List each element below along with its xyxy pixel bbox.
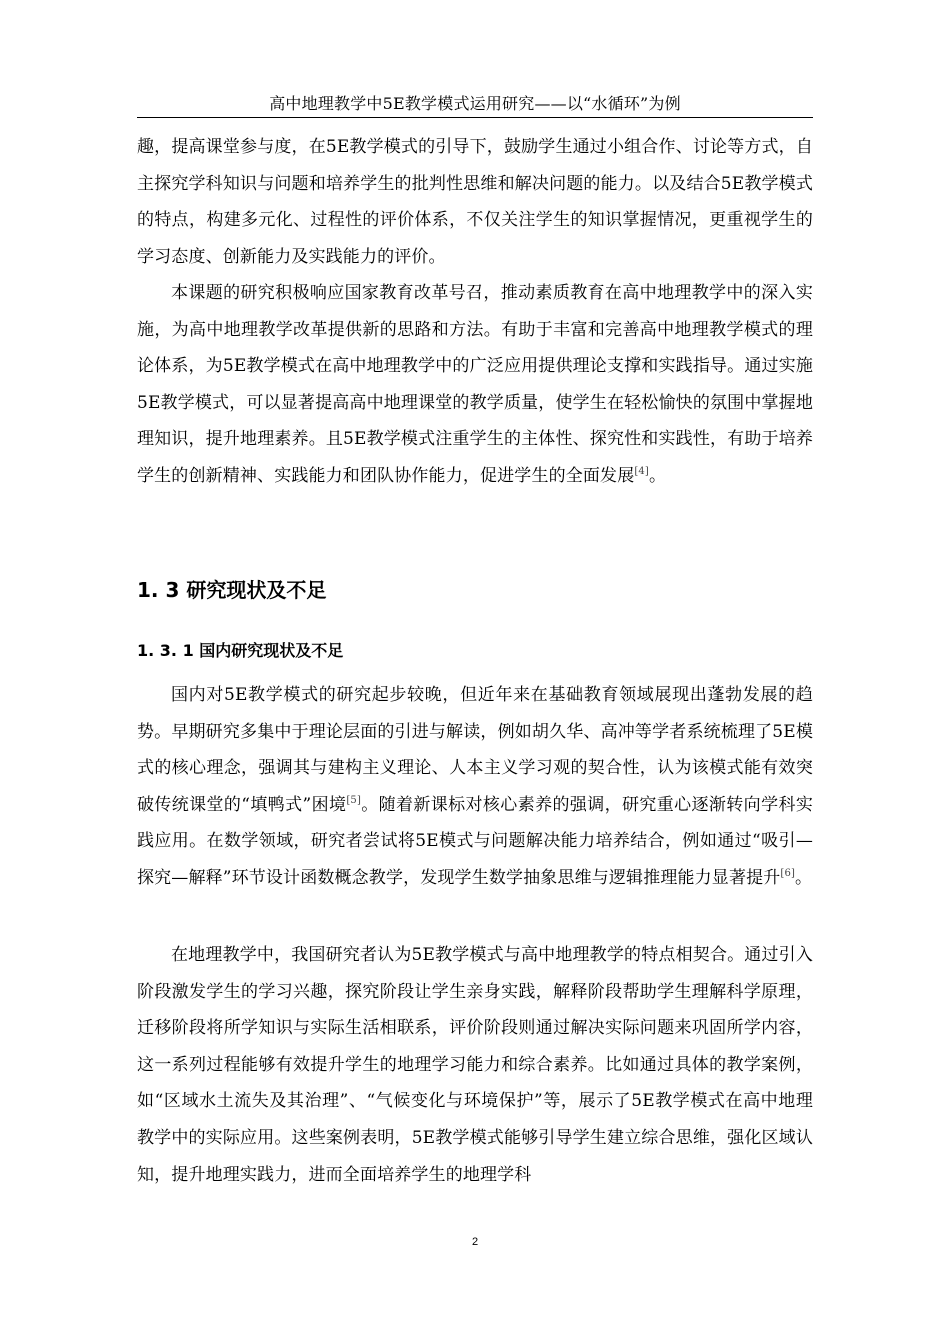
paragraph-domestic-research [137, 677, 813, 897]
section-heading: 1. 3 研究现状及不足 [137, 578, 327, 602]
paragraph-text: 本课题的研究积极响应国家教育改革号召，推动素质教育在高中地理教学中的深入实施，为高中地理教学改革提供新的思路和方法。有助于丰富和完善高中地理教学模式的理论体系，为5E教学模式在高中地理教学中的广泛应用提供理论支撑和实践指导。通过实施5E教学模式，可以显著提高高中地理课堂的教学质量，使学生在轻松愉快的氛围中掌握地理知识，提升地理素养。且5E教学模式注重学生的主体性、探究性和实践性，有助于培养学生的创新精神、实践能力和团队协作能力，促进学生的全面发展 [137, 283, 813, 486]
header-rule [137, 117, 813, 118]
paragraph-text: 国内对5E教学模式的研究起步较晚，但近年来在基础教育领域展现出蓬勃发展的趋势。早期研究多集中于理论层面的引进与解读，例如胡久华、高冲等学者系统梳理了5E模式的核心理念，强调其与建构主义理论、人本主义学习观的契合性，认为该模式能有效突破传统课堂的“填鸭式”困境 [137, 685, 813, 815]
paragraph-text: 。随着新课标对核心素养的强调，研究重心逐渐转向学科实践应用。在数学领域，研究者尝试将5E模式与问题解决能力培养结合，例如通过“吸引—探究—解释”环节设计函数概念教学，发现学生数学抽象思维与逻辑推理能力显著提升 [137, 794, 813, 888]
citation-6: [6] [780, 867, 796, 879]
paragraph-significance [137, 275, 813, 495]
page-number: 2 [471, 1236, 479, 1248]
subsection-heading: 1. 3. 1 国内研究现状及不足 [137, 641, 344, 660]
paragraph-geography-teaching: 在地理教学中，我国研究者认为5E教学模式与高中地理教学的特点相契合。通过引入阶段激发学生的学习兴趣，探究阶段让学生亲身实践，解释阶段帮助学生理解科学原理，迁移阶段将所学知识与实际生活相联系，评价阶段则通过解决实际问题来巩固所学内容，这一系列过程能够有效提升学生的地理学习能力和综合素养。比如通过具体的教学案例，如“区域水土流失及其治理”、“气候变化与环境保护”等，展示了5E教学模式在高中地理教学中的实际应用。这些案例表明，5E教学模式能够引导学生建立综合思维，强化区域认知，提升地理实践力，进而全面培养学生的地理学科 [137, 945, 813, 1185]
citation-5: [5] [346, 794, 361, 806]
citation-4: [4] [634, 465, 649, 477]
paragraph-continuation: 趣，提高课堂参与度，在5E教学模式的引导下，鼓励学生通过小组合作、讨论等方式，自主探究学科知识与问题和培养学生的批判性思维和解决问题的能力。以及结合5E教学模式的特点，构建多元化、过程性的评价体系，不仅关注学生的知识掌握情况，更重视学生的学习态度、创新能力及实践能力的评价。 [137, 137, 813, 267]
running-header: 高中地理教学中5E教学模式运用研究——以“水循环”为例 [269, 94, 681, 113]
paragraph-end: 。 [648, 465, 667, 486]
paragraph-end: 。 [795, 867, 813, 888]
